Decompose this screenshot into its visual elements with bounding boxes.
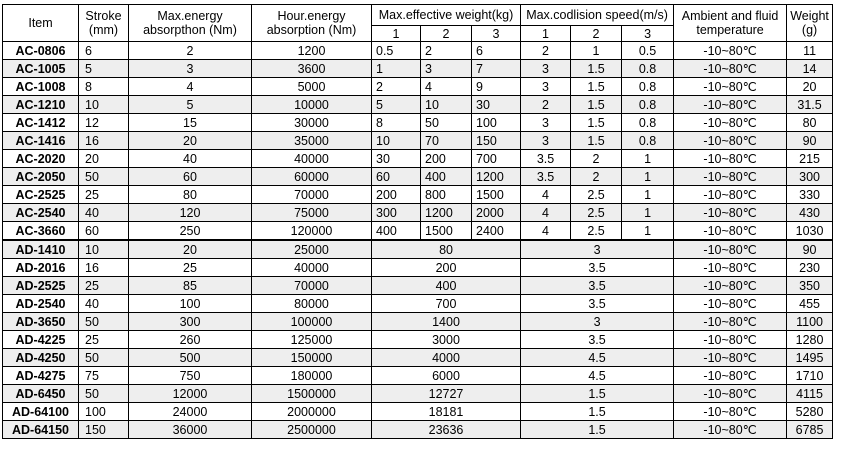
table-row (3, 277, 833, 295)
speed-cell-1: 3 (521, 114, 571, 132)
energy-cell: 60 (129, 168, 252, 186)
header-weight-g: Weight (g) (787, 5, 833, 42)
model-cell: AD-4275 (3, 367, 79, 385)
speed-cell-3: 1 (622, 222, 674, 241)
stroke-cell: 25 (79, 277, 129, 295)
weight-cell-2: 400 (421, 168, 472, 186)
weight-merged-cell: 80 (372, 240, 521, 259)
header-item: Item (3, 5, 79, 42)
weight-g-cell: 11 (787, 42, 833, 60)
energy-cell: 20 (129, 240, 252, 259)
weight-g-cell: 5280 (787, 403, 833, 421)
temperature-cell: -10~80℃ (674, 132, 787, 150)
hour-energy-cell: 125000 (252, 331, 372, 349)
hour-energy-cell: 35000 (252, 132, 372, 150)
energy-cell: 24000 (129, 403, 252, 421)
speed-cell-2: 2 (571, 150, 622, 168)
weight-merged-cell: 18181 (372, 403, 521, 421)
table-row (3, 132, 833, 150)
stroke-cell: 60 (79, 222, 129, 241)
weight-merged-cell: 400 (372, 277, 521, 295)
temperature-cell: -10~80℃ (674, 259, 787, 277)
weight-cell-1: 60 (372, 168, 421, 186)
speed-cell-3: 0.8 (622, 132, 674, 150)
weight-merged-cell: 12727 (372, 385, 521, 403)
stroke-cell: 50 (79, 168, 129, 186)
speed-cell-2: 1.5 (571, 60, 622, 78)
weight-g-cell: 14 (787, 60, 833, 78)
model-cell: AC-2020 (3, 150, 79, 168)
stroke-cell: 50 (79, 385, 129, 403)
temperature-cell: -10~80℃ (674, 385, 787, 403)
stroke-cell: 16 (79, 259, 129, 277)
weight-g-cell: 1495 (787, 349, 833, 367)
weight-cell-1: 30 (372, 150, 421, 168)
table-row (3, 385, 833, 403)
table-row (3, 295, 833, 313)
speed-cell-3: 1 (622, 168, 674, 186)
hour-energy-cell: 120000 (252, 222, 372, 241)
speed-merged-cell: 3.5 (521, 259, 674, 277)
hour-energy-cell: 10000 (252, 96, 372, 114)
speed-merged-cell: 4.5 (521, 349, 674, 367)
energy-cell: 500 (129, 349, 252, 367)
hour-energy-cell: 100000 (252, 313, 372, 331)
weight-g-cell: 430 (787, 204, 833, 222)
speed-cell-1: 3 (521, 78, 571, 96)
weight-g-cell: 1710 (787, 367, 833, 385)
speed-cell-2: 1.5 (571, 132, 622, 150)
weight-cell-3: 30 (472, 96, 521, 114)
weight-cell-2: 800 (421, 186, 472, 204)
weight-cell-2: 50 (421, 114, 472, 132)
stroke-cell: 150 (79, 421, 129, 439)
weight-cell-2: 3 (421, 60, 472, 78)
header-speed-sub-2: 2 (571, 26, 622, 42)
weight-g-cell: 215 (787, 150, 833, 168)
weight-cell-3: 2000 (472, 204, 521, 222)
energy-cell: 80 (129, 186, 252, 204)
energy-cell: 15 (129, 114, 252, 132)
model-cell: AD-64100 (3, 403, 79, 421)
energy-cell: 3 (129, 60, 252, 78)
weight-cell-1: 0.5 (372, 42, 421, 60)
temperature-cell: -10~80℃ (674, 42, 787, 60)
weight-cell-1: 200 (372, 186, 421, 204)
model-cell: AC-1008 (3, 78, 79, 96)
header-weight-sub-3: 3 (472, 26, 521, 42)
model-cell: AD-6450 (3, 385, 79, 403)
model-cell: AD-4250 (3, 349, 79, 367)
header-weight-sub-1: 1 (372, 26, 421, 42)
table-body (3, 42, 833, 439)
weight-cell-2: 10 (421, 96, 472, 114)
weight-cell-3: 2400 (472, 222, 521, 241)
header-hour-energy: Hour.energy absorption (Nm) (252, 5, 372, 42)
stroke-cell: 100 (79, 403, 129, 421)
weight-g-cell: 455 (787, 295, 833, 313)
stroke-cell: 10 (79, 96, 129, 114)
speed-merged-cell: 4.5 (521, 367, 674, 385)
header-weight-sub-2: 2 (421, 26, 472, 42)
model-cell: AD-1410 (3, 240, 79, 259)
energy-cell: 5 (129, 96, 252, 114)
model-cell: AC-2525 (3, 186, 79, 204)
hour-energy-cell: 70000 (252, 277, 372, 295)
weight-cell-3: 7 (472, 60, 521, 78)
speed-cell-3: 0.8 (622, 60, 674, 78)
weight-g-cell: 80 (787, 114, 833, 132)
model-cell: AD-3650 (3, 313, 79, 331)
energy-cell: 36000 (129, 421, 252, 439)
stroke-cell: 50 (79, 349, 129, 367)
model-cell: AD-64150 (3, 421, 79, 439)
speed-merged-cell: 3 (521, 240, 674, 259)
speed-cell-1: 3 (521, 132, 571, 150)
table-row (3, 168, 833, 186)
weight-cell-3: 700 (472, 150, 521, 168)
model-cell: AC-2540 (3, 204, 79, 222)
speed-cell-2: 2.5 (571, 204, 622, 222)
hour-energy-cell: 40000 (252, 259, 372, 277)
temperature-cell: -10~80℃ (674, 96, 787, 114)
stroke-cell: 5 (79, 60, 129, 78)
weight-merged-cell: 700 (372, 295, 521, 313)
header-max-energy: Max.energy absorpthon (Nm) (129, 5, 252, 42)
speed-cell-1: 3 (521, 60, 571, 78)
model-cell: AC-3660 (3, 222, 79, 241)
speed-merged-cell: 1.5 (521, 421, 674, 439)
stroke-cell: 16 (79, 132, 129, 150)
hour-energy-cell: 70000 (252, 186, 372, 204)
spec-table (2, 4, 833, 439)
header-max-weight: Max.effective weight(kg) (372, 5, 521, 26)
energy-cell: 2 (129, 42, 252, 60)
header-speed-sub-1: 1 (521, 26, 571, 42)
temperature-cell: -10~80℃ (674, 114, 787, 132)
model-cell: AD-2016 (3, 259, 79, 277)
temperature-cell: -10~80℃ (674, 367, 787, 385)
temperature-cell: -10~80℃ (674, 331, 787, 349)
speed-merged-cell: 3.5 (521, 295, 674, 313)
temperature-cell: -10~80℃ (674, 78, 787, 96)
speed-cell-3: 0.8 (622, 78, 674, 96)
hour-energy-cell: 150000 (252, 349, 372, 367)
table-row (3, 114, 833, 132)
hour-energy-cell: 80000 (252, 295, 372, 313)
temperature-cell: -10~80℃ (674, 168, 787, 186)
speed-cell-1: 3.5 (521, 168, 571, 186)
table-row (3, 421, 833, 439)
stroke-cell: 75 (79, 367, 129, 385)
table-row (3, 313, 833, 331)
weight-g-cell: 4115 (787, 385, 833, 403)
speed-merged-cell: 1.5 (521, 385, 674, 403)
energy-cell: 120 (129, 204, 252, 222)
hour-energy-cell: 5000 (252, 78, 372, 96)
weight-cell-2: 1500 (421, 222, 472, 241)
header-max-speed: Max.codlision speed(m/s) (521, 5, 674, 26)
speed-cell-1: 3.5 (521, 150, 571, 168)
weight-g-cell: 330 (787, 186, 833, 204)
energy-cell: 12000 (129, 385, 252, 403)
temperature-cell: -10~80℃ (674, 204, 787, 222)
speed-cell-3: 1 (622, 150, 674, 168)
hour-energy-cell: 2000000 (252, 403, 372, 421)
weight-cell-1: 10 (372, 132, 421, 150)
speed-cell-3: 0.8 (622, 114, 674, 132)
model-cell: AC-1005 (3, 60, 79, 78)
model-cell: AC-2050 (3, 168, 79, 186)
speed-merged-cell: 3 (521, 313, 674, 331)
hour-energy-cell: 75000 (252, 204, 372, 222)
table-row (3, 403, 833, 421)
hour-energy-cell: 2500000 (252, 421, 372, 439)
temperature-cell: -10~80℃ (674, 277, 787, 295)
weight-merged-cell: 3000 (372, 331, 521, 349)
stroke-cell: 25 (79, 331, 129, 349)
weight-cell-2: 70 (421, 132, 472, 150)
table-row (3, 349, 833, 367)
weight-merged-cell: 6000 (372, 367, 521, 385)
stroke-cell: 40 (79, 204, 129, 222)
weight-merged-cell: 200 (372, 259, 521, 277)
energy-cell: 250 (129, 222, 252, 241)
weight-g-cell: 20 (787, 78, 833, 96)
table-row (3, 60, 833, 78)
temperature-cell: -10~80℃ (674, 222, 787, 241)
speed-cell-2: 2 (571, 168, 622, 186)
weight-g-cell: 300 (787, 168, 833, 186)
table-row (3, 204, 833, 222)
stroke-cell: 25 (79, 186, 129, 204)
weight-cell-3: 9 (472, 78, 521, 96)
table-row (3, 150, 833, 168)
weight-cell-3: 100 (472, 114, 521, 132)
stroke-cell: 50 (79, 313, 129, 331)
weight-merged-cell: 4000 (372, 349, 521, 367)
speed-cell-2: 2.5 (571, 186, 622, 204)
weight-cell-3: 1200 (472, 168, 521, 186)
temperature-cell: -10~80℃ (674, 313, 787, 331)
table-row (3, 222, 833, 241)
hour-energy-cell: 180000 (252, 367, 372, 385)
model-cell: AC-1412 (3, 114, 79, 132)
weight-cell-2: 4 (421, 78, 472, 96)
speed-cell-2: 1 (571, 42, 622, 60)
model-cell: AC-1416 (3, 132, 79, 150)
speed-merged-cell: 3.5 (521, 277, 674, 295)
weight-cell-1: 8 (372, 114, 421, 132)
temperature-cell: -10~80℃ (674, 150, 787, 168)
speed-cell-2: 1.5 (571, 114, 622, 132)
energy-cell: 750 (129, 367, 252, 385)
speed-cell-2: 1.5 (571, 96, 622, 114)
energy-cell: 100 (129, 295, 252, 313)
stroke-cell: 20 (79, 150, 129, 168)
hour-energy-cell: 1500000 (252, 385, 372, 403)
model-cell: AC-1210 (3, 96, 79, 114)
table-row (3, 42, 833, 60)
energy-cell: 85 (129, 277, 252, 295)
speed-cell-1: 4 (521, 222, 571, 241)
energy-cell: 260 (129, 331, 252, 349)
weight-cell-3: 1500 (472, 186, 521, 204)
spec-table-container (2, 4, 832, 439)
speed-cell-1: 2 (521, 42, 571, 60)
hour-energy-cell: 25000 (252, 240, 372, 259)
speed-cell-3: 1 (622, 204, 674, 222)
speed-merged-cell: 1.5 (521, 403, 674, 421)
table-row (3, 96, 833, 114)
energy-cell: 300 (129, 313, 252, 331)
stroke-cell: 12 (79, 114, 129, 132)
table-row (3, 367, 833, 385)
hour-energy-cell: 1200 (252, 42, 372, 60)
speed-cell-3: 0.8 (622, 96, 674, 114)
table-row (3, 78, 833, 96)
weight-cell-2: 1200 (421, 204, 472, 222)
temperature-cell: -10~80℃ (674, 240, 787, 259)
energy-cell: 40 (129, 150, 252, 168)
weight-cell-1: 300 (372, 204, 421, 222)
energy-cell: 20 (129, 132, 252, 150)
weight-cell-1: 400 (372, 222, 421, 241)
header-stroke: Stroke (mm) (79, 5, 129, 42)
speed-cell-3: 1 (622, 186, 674, 204)
temperature-cell: -10~80℃ (674, 295, 787, 313)
weight-cell-1: 2 (372, 78, 421, 96)
weight-cell-2: 2 (421, 42, 472, 60)
hour-energy-cell: 3600 (252, 60, 372, 78)
weight-g-cell: 90 (787, 240, 833, 259)
header-ambient-temp: Ambient and fluid temperature (674, 5, 787, 42)
model-cell: AD-2525 (3, 277, 79, 295)
table-row (3, 240, 833, 259)
speed-cell-1: 2 (521, 96, 571, 114)
stroke-cell: 8 (79, 78, 129, 96)
weight-g-cell: 1280 (787, 331, 833, 349)
speed-merged-cell: 3.5 (521, 331, 674, 349)
energy-cell: 4 (129, 78, 252, 96)
weight-g-cell: 90 (787, 132, 833, 150)
temperature-cell: -10~80℃ (674, 186, 787, 204)
table-header (3, 5, 833, 42)
speed-cell-1: 4 (521, 204, 571, 222)
stroke-cell: 10 (79, 240, 129, 259)
weight-merged-cell: 1400 (372, 313, 521, 331)
weight-merged-cell: 23636 (372, 421, 521, 439)
weight-cell-3: 150 (472, 132, 521, 150)
speed-cell-3: 0.5 (622, 42, 674, 60)
hour-energy-cell: 40000 (252, 150, 372, 168)
model-cell: AD-4225 (3, 331, 79, 349)
weight-g-cell: 31.5 (787, 96, 833, 114)
speed-cell-2: 2.5 (571, 222, 622, 241)
weight-g-cell: 350 (787, 277, 833, 295)
model-cell: AC-0806 (3, 42, 79, 60)
energy-cell: 25 (129, 259, 252, 277)
hour-energy-cell: 60000 (252, 168, 372, 186)
stroke-cell: 40 (79, 295, 129, 313)
hour-energy-cell: 30000 (252, 114, 372, 132)
weight-g-cell: 230 (787, 259, 833, 277)
temperature-cell: -10~80℃ (674, 349, 787, 367)
temperature-cell: -10~80℃ (674, 60, 787, 78)
temperature-cell: -10~80℃ (674, 421, 787, 439)
weight-cell-3: 6 (472, 42, 521, 60)
weight-g-cell: 1100 (787, 313, 833, 331)
table-row (3, 186, 833, 204)
weight-cell-1: 1 (372, 60, 421, 78)
temperature-cell: -10~80℃ (674, 403, 787, 421)
weight-cell-1: 5 (372, 96, 421, 114)
weight-cell-2: 200 (421, 150, 472, 168)
weight-g-cell: 6785 (787, 421, 833, 439)
weight-g-cell: 1030 (787, 222, 833, 241)
speed-cell-1: 4 (521, 186, 571, 204)
header-speed-sub-3: 3 (622, 26, 674, 42)
speed-cell-2: 1.5 (571, 78, 622, 96)
stroke-cell: 6 (79, 42, 129, 60)
model-cell: AD-2540 (3, 295, 79, 313)
table-row (3, 331, 833, 349)
table-row (3, 259, 833, 277)
